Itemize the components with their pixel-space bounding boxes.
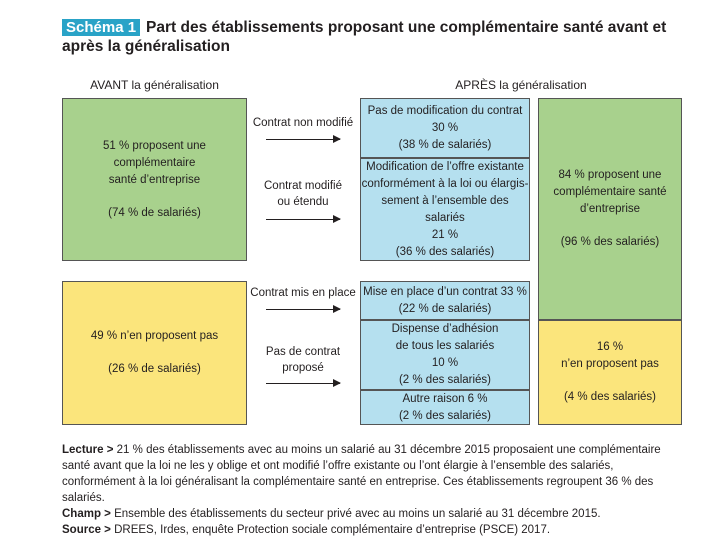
after-new-contract-box [360, 281, 530, 320]
label-no-contract-line2: proposé [282, 362, 324, 374]
after-new-contract-sub: (22 % de salariés) [398, 302, 492, 315]
header-before: AVANT la généralisation [90, 78, 219, 92]
figure-notes [62, 442, 682, 538]
before-not-offering-sub: (26 % de salariés) [108, 363, 201, 375]
note-lecture-text: 21 % des établissements avec au moins un salarié au 31 décembre 2015 proposaient une complémentaire santé avant que la loi ne les y oblige et ont modifié l’offre existante ou l’ont élargie à l’ensemble des salariés, conformément à la loi généralisant la complémentaire santé en entreprise. Ces établissements regroupent 36 % des salariés. [62, 444, 661, 504]
figure-badge: Schéma 1 [62, 19, 140, 36]
after-no-change-line1: Pas de modification du contrat [367, 104, 523, 117]
after-not-offering-line1: n’en proposent pas [561, 358, 659, 370]
after-modified-sub: (36 % des salariés) [395, 245, 495, 258]
after-dispensed-line2: de tous les salariés [395, 340, 495, 352]
label-new-contract: Contrat mis en place [250, 287, 356, 299]
after-offering-line3: d’entreprise [579, 203, 641, 215]
after-not-offering-box [538, 320, 682, 425]
after-offering-line1: 84 % proposent une [558, 169, 662, 181]
after-dispensed-box [360, 320, 530, 390]
after-offering-box [538, 98, 682, 320]
note-source-label: Source > [62, 524, 111, 536]
note-champ-label: Champ > [62, 508, 111, 520]
after-other-line1: Autre raison 6 % [402, 392, 488, 405]
figure-title-text: Part des établissements proposant une complémentaire santé avant et après la généralisation [62, 19, 667, 55]
before-not-offering-box [62, 281, 247, 425]
after-new-contract-line1: Mise en place d’un contrat 33 % [363, 285, 527, 298]
after-no-change-pct: 30 % [431, 121, 459, 134]
before-not-offering-line1: 49 % n’en proposent pas [90, 330, 219, 342]
figure-title [62, 18, 682, 56]
arrow-new-contract [266, 309, 340, 310]
before-offering-line1: 51 % proposent une complémentaire [103, 139, 206, 169]
after-no-change-sub: (38 % de salariés) [398, 138, 492, 151]
note-champ [62, 506, 682, 522]
note-lecture-label: Lecture > [62, 444, 114, 456]
header-after: APRÈS la généralisation [455, 78, 587, 92]
after-modified-line2: conformément à la loi ou élargis- [361, 177, 529, 190]
after-no-change-box [360, 98, 530, 158]
after-dispensed-pct: 10 % [431, 357, 459, 369]
after-other-sub: (2 % des salariés) [398, 409, 492, 422]
after-modified-line1: Modification de l’offre existante [366, 160, 524, 173]
after-other-box [360, 390, 530, 425]
label-contract-modified-line1: Contrat modifié [264, 180, 342, 192]
arrow-no-contract [266, 383, 340, 384]
after-modified-line3: sement à l’ensemble des salariés [381, 194, 509, 224]
after-dispensed-line1: Dispense d’adhésion [391, 323, 499, 335]
after-offering-line2: complémentaire santé [553, 186, 667, 198]
label-contract-modified [252, 178, 354, 210]
arrow-modified [266, 219, 340, 220]
label-contract-modified-line2: ou étendu [277, 196, 329, 208]
before-offering-box [62, 98, 247, 261]
before-offering-line2: santé d’entreprise [108, 173, 201, 186]
label-no-contract-line1: Pas de contrat [265, 346, 341, 358]
after-dispensed-sub: (2 % des salariés) [398, 374, 492, 386]
note-source-text: DREES, Irdes, enquête Protection sociale complémentaire d’entreprise (PSCE) 2017. [114, 524, 551, 536]
after-not-offering-pct: 16 % [596, 341, 624, 353]
note-source [62, 522, 682, 538]
arrow-unchanged [266, 139, 340, 140]
note-champ-text: Ensemble des établissements du secteur privé avec au moins un salarié au 31 décembre 2015. [114, 508, 601, 520]
after-modified-pct: 21 % [431, 228, 459, 241]
after-not-offering-sub: (4 % des salariés) [563, 391, 657, 403]
note-lecture [62, 442, 682, 506]
after-modified-box [360, 158, 530, 261]
after-offering-sub: (96 % des salariés) [560, 236, 660, 248]
label-contract-unchanged: Contrat non modifié [252, 117, 354, 129]
label-no-contract [252, 344, 354, 376]
before-offering-sub: (74 % de salariés) [108, 206, 201, 219]
